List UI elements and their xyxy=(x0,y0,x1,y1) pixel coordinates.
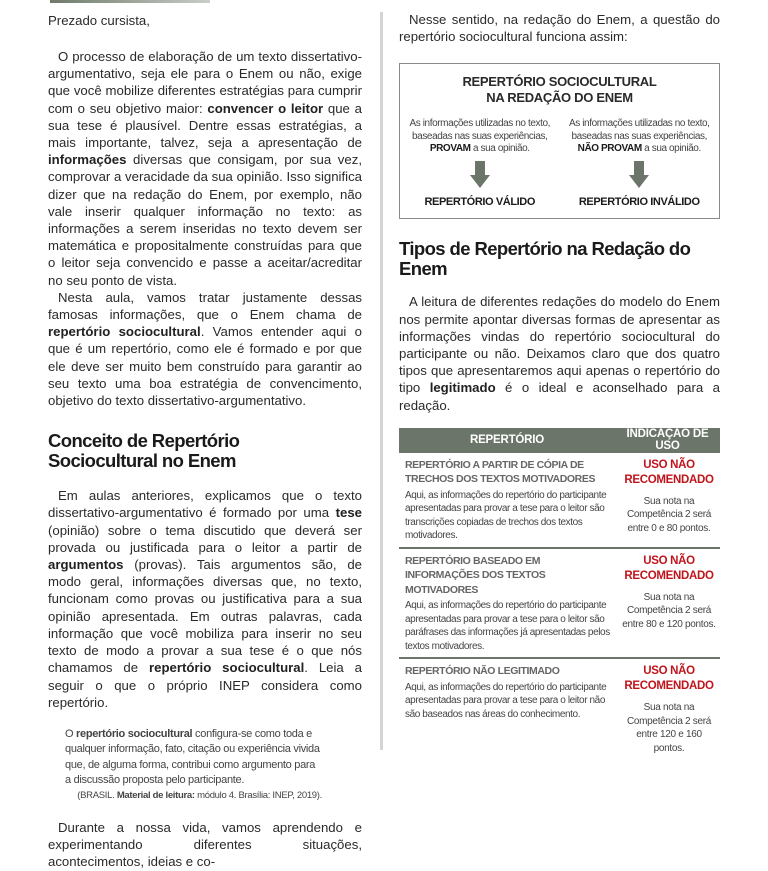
text-run: Nesta aula, vamos tratar justamente dessas famosas informações, que o Enem chama de xyxy=(48,289,362,323)
branch-bold: PROVAM xyxy=(429,143,471,155)
bold-text: repertório sociocultural xyxy=(148,660,305,676)
left-column xyxy=(48,0,362,871)
repertoire-title: REPERTÓRIO BASEADO EM INFORMAÇÕES DOS TEXTOS MOTIVADORES xyxy=(405,554,546,596)
repertoire-description: Aqui, as informações do repertório do participante apresentadas para provar a tese para o leitor são transcrições copiadas de trechos dos textos motivadores. xyxy=(405,489,607,542)
valid-label: REPERTÓRIO VÁLIDO xyxy=(424,195,536,208)
text-run: diversas que consigam, por sua vez, comprovar a veracidade da sua opinião. Isso significa dizer que na redação do Enem, por exemplo, não vale inserir qualquer informação no texto: as informações a serem inseridas no texto devem ser matemática e propositalmente construídas para que o leitor seja convencido e passe a aceitar/acreditar no seu ponto de vista. xyxy=(48,152,362,288)
repertoire-description: Aqui, as informações do repertório do participante apresentadas para provar a tese para o leitor são paráfrases das informações já apresentadas pelos textos motivadores. xyxy=(405,600,610,652)
usage-status: USO NÃO RECOMENDADO xyxy=(624,554,714,582)
diagram-title-line: REPERTÓRIO SOCIOCULTURAL xyxy=(462,74,657,90)
repertoire-table xyxy=(399,428,720,760)
score-note: Sua nota na Competência 2 será entre 80 e 120 pontos. xyxy=(622,591,716,630)
paragraph xyxy=(48,487,362,711)
table-row xyxy=(399,658,720,759)
text-run: configura-se como toda e qualquer informação, fato, citação ou experiência vivida que, de alguma forma, contribui como argumento para a discussão proposta pelo participante. xyxy=(65,727,320,787)
text-run: módulo 4. Brasília: INEP, 2019). xyxy=(194,789,322,801)
text-run: O xyxy=(65,727,77,740)
arrow-down-icon xyxy=(629,161,649,189)
quote-source xyxy=(65,789,362,803)
bold-text: repertório sociocultural xyxy=(48,324,201,340)
score-note: Sua nota na Competência 2 será entre 120 e 160 pontos. xyxy=(626,702,712,754)
usage-cell xyxy=(615,453,720,548)
table-row xyxy=(399,548,720,659)
repertoire-cell xyxy=(399,548,615,659)
branch-text: a sua opinião. xyxy=(470,143,530,155)
section-heading: Tipos de Repertório na Redação do Enem xyxy=(399,238,691,280)
bold-text: argumentos xyxy=(48,557,124,573)
usage-cell xyxy=(615,658,720,759)
paragraph xyxy=(48,48,362,289)
usage-status: USO NÃO RECOMENDADO xyxy=(624,458,714,486)
text-run: (provas). Tais argumentos são, de modo geral, informações diversas que, no texto, funcionam como provas ou justificativa para a sua opinião apresentada. Em outras palavras, cada informação que você mobiliza para inserir no seu texto de modo a provar a sua tese é o que nós chamamos de xyxy=(48,557,362,676)
text-run: é o ideal e aconselhado para a redação. xyxy=(399,380,720,413)
paragraph xyxy=(48,289,362,409)
column-header: INDICAÇÃO DE USO xyxy=(615,428,720,453)
text-run: O processo de elaboração de um texto dissertativo-argumentativo, seja ele para o Enem ou não, exige que você mobilize diferentes estratégias para cumprir com o seu objetivo maior: xyxy=(48,49,362,116)
quote-block xyxy=(48,727,362,803)
branch-text: a sua opinião. xyxy=(641,143,701,155)
quote-text xyxy=(65,727,362,789)
repertoire-cell xyxy=(399,658,615,759)
invalid-label: REPERTÓRIO INVÁLIDO xyxy=(578,195,700,208)
repertoire-diagram xyxy=(399,63,720,219)
text-run: (opinião) sobre o tema discutido que deverá ser provada ou justificada para o leitor a partir de xyxy=(48,522,362,555)
branch-text: As informações utilizadas no texto, baseadas nas suas experiências, xyxy=(409,118,551,142)
bold-text: Material de leitura: xyxy=(116,789,195,801)
usage-status: USO NÃO RECOMENDADO xyxy=(624,665,714,693)
text-run: Em aulas anteriores, explicamos que o texto dissertativo-argumentativo é formado por uma xyxy=(48,488,362,521)
text-run: . Leia a seguir o que o próprio INEP considera como repertório. xyxy=(48,660,362,710)
greeting: Prezado cursista, xyxy=(48,13,150,28)
paragraph xyxy=(399,11,720,45)
right-column xyxy=(399,0,720,759)
text-run: (BRASIL. xyxy=(77,789,117,801)
valid-branch xyxy=(400,118,560,208)
invalid-branch xyxy=(560,118,720,208)
bold-text: legitimado xyxy=(429,380,496,396)
table-row xyxy=(399,453,720,548)
repertoire-description: Aqui, as informações do repertório do participante apresentadas para provar a tese para o leitor não são baseados nas áreas do conhecimento. xyxy=(405,681,607,720)
score-note: Sua nota na Competência 2 será entre 0 e 80 pontos. xyxy=(626,495,712,534)
text-run: A leitura de diferentes redações do modelo do Enem nos permite apontar diversas formas de apresentar as informações vindas do repertório sociocultural do participante ou não. Deixamos claro que dos quatro tipos que apresentaremos aqui apenas o repertório do tipo xyxy=(399,294,720,396)
bold-text: informações xyxy=(48,152,127,168)
diagram-title-line: NA REDAÇÃO DO ENEM xyxy=(486,90,633,106)
column-divider xyxy=(380,12,383,750)
text-run: . Vamos entender aqui o que é um repertório, como ele é formado e por que ele deve ser muito bem construído para garantir ao seu texto uma boa estratégia de convencimento, objetivo do texto dissertativo-argumentativo. xyxy=(48,324,362,409)
bold-text: repertório sociocultural xyxy=(76,727,193,740)
usage-cell xyxy=(615,548,720,659)
repertoire-title: REPERTÓRIO NÃO LEGITIMADO xyxy=(405,665,560,678)
text-run: Durante a nossa vida, vamos aprendendo e experimentando diferentes situações, acontecimentos, ideias e co- xyxy=(48,819,362,870)
paragraph xyxy=(48,819,362,871)
text-run: que a sua tese é plausível. Dentre essas estratégias, a mais importante, talvez, seja a apresentação de xyxy=(48,100,362,151)
branch-text: As informações utilizadas no texto, baseadas nas suas experiências, xyxy=(568,118,710,142)
bold-text: tese xyxy=(335,505,362,521)
branch-bold: NÃO PROVAM xyxy=(577,143,642,155)
bold-text: convencer o leitor xyxy=(207,100,324,116)
text-run: Nesse sentido, na redação do Enem, a questão do repertório sociocultural funciona assim: xyxy=(399,12,720,45)
repertoire-cell xyxy=(399,453,615,548)
repertoire-title: REPERTÓRIO A PARTIR DE CÓPIA DE TRECHOS DOS TEXTOS MOTIVADORES xyxy=(405,458,596,486)
column-header: REPERTÓRIO xyxy=(399,428,615,453)
arrow-down-icon xyxy=(470,161,490,189)
diagram-title xyxy=(400,74,719,106)
paragraph xyxy=(399,293,720,413)
section-heading: Conceito de Repertório Sociocultural no Enem xyxy=(48,430,240,472)
